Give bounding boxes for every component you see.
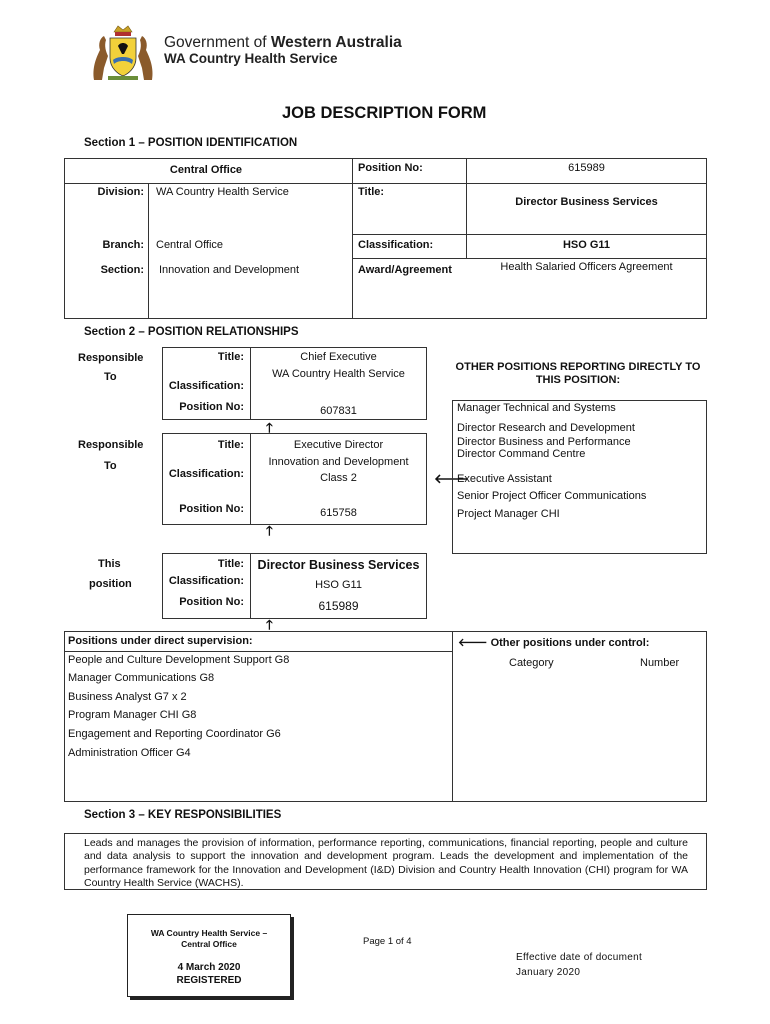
responsible-to-1-label-2: To [104,371,117,383]
other-position-item: Manager Technical and Systems [457,402,616,414]
resp1-classification-label: Classification: [168,380,244,392]
resp2-title-line2: Innovation and Development [268,456,409,468]
award-label: Award/Agreement [358,264,452,276]
award-value: Health Salaried Officers Agreement [500,261,673,273]
stamp-date: 4 March 2020 [177,962,241,973]
supervised-position: Program Manager CHI G8 [68,709,197,721]
other-control-heading-text: Other positions under control: [490,637,650,649]
left-arrow-icon: 🡐 [434,471,469,486]
category-label: Category [509,657,554,669]
number-label: Number [640,657,680,669]
title-label: Title: [358,186,385,198]
health-service-name: WA Country Health Service [164,51,338,66]
resp2-title-label: Title: [217,439,244,451]
this-title-label: Title: [217,558,244,570]
this-classification-label: Classification: [168,575,244,587]
branch-value: Central Office [156,239,224,251]
supervised-position: Business Analyst G7 x 2 [68,691,187,703]
classification-label: Classification: [358,239,434,251]
section-value: Innovation and Development [159,264,300,276]
resp1-title-label: Title: [217,351,244,363]
other-control-heading [458,635,649,649]
resp2-classification: Class 2 [320,472,357,484]
resp1-position-no: 607831 [320,405,357,417]
resp1-title-line2: WA Country Health Service [272,368,405,380]
resp2-position-no-label: Position No: [179,503,244,515]
branch-label: Branch: [102,239,144,251]
position-no-label: Position No: [358,162,423,174]
stamp-line-2: Central Office [181,939,237,949]
position-no-value: 615989 [568,162,605,174]
key-responsibilities-text: Leads and manages the provision of information, performance reporting, communications, financial reporting, people and culture and data analysis to support the innovation and development program. Leads the development and implementation of the performance framework for the Innovation and Development (I&D) Division and Country Health Innovation (CHI) program for WA Country Health Service (WACHS). [84,837,688,889]
other-position-item: Director Research and Development [457,422,635,434]
section3-heading: Section 3 – KEY RESPONSIBILITIES [84,809,282,821]
section-label: Section: [100,264,144,276]
supervised-position: People and Culture Development Support G8 [68,654,290,666]
resp1-position-no-label: Position No: [179,401,244,413]
form-title: JOB DESCRIPTION FORM [282,104,487,122]
other-position-item: Director Business and Performance [457,436,631,448]
classification-value: HSO G11 [562,239,611,251]
other-position-item: Senior Project Officer Communications [457,490,647,502]
other-position-item: Project Manager CHI [457,508,560,520]
division-value: WA Country Health Service [156,186,289,198]
government-state: Western Australia [270,34,402,51]
unit-name: Central Office [169,164,243,176]
responsible-to-2-label: Responsible [78,439,144,451]
this-position-no-label: Position No: [179,596,244,608]
this-position-label-2: position [89,578,132,590]
up-arrow-icon: 🡑 [266,420,273,435]
responsible-to-2-label-2: To [104,460,117,472]
section1-heading: Section 1 – POSITION IDENTIFICATION [84,137,298,149]
wa-crest-icon [88,24,158,82]
resp2-classification-label: Classification: [168,468,244,480]
left-arrow-icon-2: 🡐 [458,637,488,649]
up-arrow-icon-3: 🡑 [266,617,273,632]
effective-date-value: January 2020 [516,967,581,978]
other-positions-heading: OTHER POSITIONS REPORTING DIRECTLY TO THIS POSITION: [455,361,701,386]
resp1-title-line1: Chief Executive [300,351,377,363]
responsible-to-1-label: Responsible [78,352,144,364]
government-name [164,34,402,52]
other-position-item: Executive Assistant [457,473,552,485]
resp2-title-line1: Executive Director [293,439,384,451]
this-title-value: Director Business Services [257,558,420,572]
section2-heading: Section 2 – POSITION RELATIONSHIPS [84,326,299,338]
this-classification-value: HSO G11 [315,579,362,591]
page-number: Page 1 of 4 [363,936,412,947]
under-supervision-heading [68,635,253,647]
division-label: Division: [97,186,144,198]
resp2-position-no: 615758 [320,507,357,519]
title-value: Director Business Services [515,196,658,208]
under-supervision-heading-text: Positions under direct supervision: [68,635,253,647]
effective-date-label: Effective date of document [516,952,643,963]
government-prefix: Government of [164,34,271,51]
stamp-line-1: WA Country Health Service – [150,928,268,938]
supervised-position: Manager Communications G8 [68,672,215,684]
supervised-position: Administration Officer G4 [68,747,191,759]
supervised-position: Engagement and Reporting Coordinator G6 [68,728,281,740]
stamp-status: REGISTERED [176,975,242,986]
other-position-item: Director Command Centre [457,448,586,460]
this-position-no-value: 615989 [318,599,359,613]
up-arrow-icon-2: 🡑 [266,523,273,538]
this-position-label: This [98,558,121,570]
